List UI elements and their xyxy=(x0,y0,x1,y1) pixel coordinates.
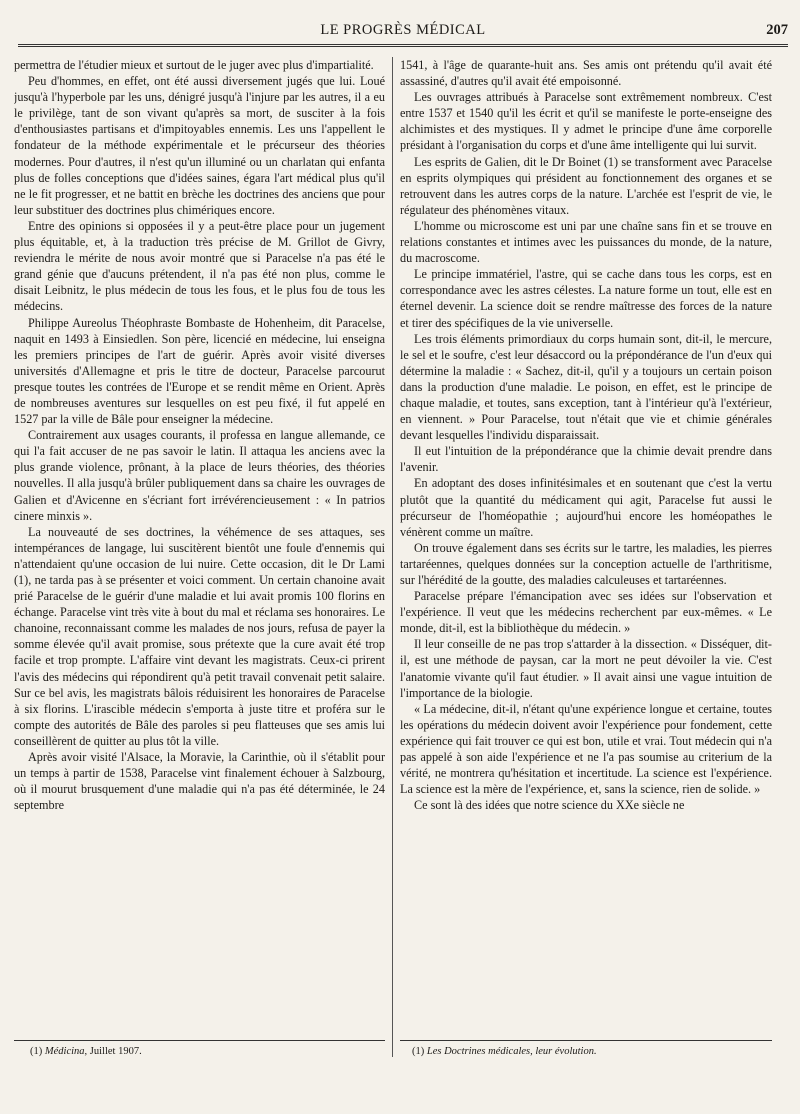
paragraph: Peu d'hommes, en effet, ont été aussi diversement jugés que lui. Loué jusqu'à l'hyperbole par les uns, dénigré jusqu'à l'injure par les autres, il a eu le privilège, tant de son vivant qu'après sa mort, de susciter à la fois d'enthousiastes partisans et d'impitoyables ennemis. Les uns l'appellent le fondateur de la méthode expérimentale et le précurseur des théories modernes. Pour d'autres, il n'est qu'un illuminé ou un charlatan qui enfanta plus de folles conceptions que d'idées saines, égara l'art médical plus qu'il ne le fit progresser, et ne battit en brèche les doctrines des anciens que pour leur substituer des doctrines plus chimériques encore. xyxy=(14,74,385,217)
footnote-rule-left xyxy=(14,1040,385,1041)
paragraph: Après avoir visité l'Alsace, la Moravie, la Carinthie, où il s'établit pour un temps à partir de 1538, Paracelse vint finalement échouer à Salzbourg, où il mourut brusquement d'une maladie qui n'a pas été déterminée, le 24 septembre xyxy=(14,750,385,813)
footnote-source: Médicina xyxy=(44,1046,85,1057)
paragraph: Contrairement aux usages courants, il professa en langue allemande, ce qui l'a fait accuser de ne pas savoir le latin. Il attaqua les anciens avec la plus grande violence, prônant, à la place de leurs théories, des théories nouvelles. Il alla jusqu'à brûler publiquement dans sa chaire les ouvrages de Galien et d'Avicenne en s'écriant fort irrévérencieusement : « In patrios cinere minxis ». xyxy=(14,428,385,523)
left-column xyxy=(14,57,385,1041)
paragraph: 1541, à l'âge de quarante-huit ans. Ses amis ont prétendu qu'il avait été assassiné, d'autres qu'il avait été empoisonné. xyxy=(400,58,772,89)
paragraph: Les trois éléments primordiaux du corps humain sont, dit-il, le mercure, le sel et le soufre, c'est leur désaccord ou la prépondérance de l'un d'eux qui détermine la maladie : « Sachez, dit-il, qu'il y a toujours un certain poison dans la production d'une maladie. Le poison, en effet, est le principe de chaque maladie, et toutes, sans exception, tant à l'intérieur qu'à l'extérieur, en viennent. » Pour Paracelse, tout n'était que vie et chimie générales devant lesquelles l'individu disparaissait. xyxy=(400,331,772,443)
paragraph: On trouve également dans ses écrits sur le tartre, les maladies, les pierres tartaréennes, quelques données sur la conception actuelle de l'arthritisme, sur l'hérédité de la goutte, des maladies calculeuses et tartaréennes. xyxy=(400,540,772,587)
paragraph: La nouveauté de ses doctrines, la véhémence de ses attaques, ses intempérances de langage, lui suscitèrent bientôt une foule d'ennemis qui n'attendaient qu'une occasion de lui nuire. Cette occasion, dit le Dr Lami (1), ne tarda pas à se présenter et voici comment. Un certain chanoine avait prié Paracelse de le guérir d'une maladie et lui avait promis 100 florins en échange. Paracelse vint très vite à bout du mal et réclama ses honoraires. Le chanoine, reconnaissant comme les malades de nos jours, refusa de payer la somme élevée qu'il avait promise, sous prétexte que la cure avait été trop facile et trop prompte. L'affaire vint devant les magistrats. Ceux-ci prirent l'avis des médecins qui répondirent qu'à petit travail convenait petit salaire. Sur ce bel avis, les magistrats bâlois réduisirent les honoraires de Paracelse à six florins. L'irascible médecin s'emporta à juste titre et proféra sur le compte des autorités de Bâle des paroles si peu flatteuses que ses amis lui conseillèrent de quitter au plus tôt la ville. xyxy=(14,524,385,748)
paragraph: Ce sont là des idées que notre science du XXe siècle ne xyxy=(414,798,685,813)
footnote-marker: (1) xyxy=(30,1046,43,1057)
paragraph: Paracelse prépare l'émancipation avec ses idées sur l'observation et l'expérience. Il veut que les médecins recherchent par eux-mêmes. « Le monde, dit-il, est la bibliothèque du médecin. » xyxy=(400,589,772,636)
footnote-right xyxy=(412,1045,597,1058)
footnote-marker: (1) xyxy=(412,1046,425,1057)
footnote-rule-right xyxy=(400,1040,772,1041)
footnote-date: , Juillet 1907. xyxy=(84,1046,142,1057)
footnote-left xyxy=(30,1045,142,1058)
paragraph: En adoptant des doses infinitésimales et en soutenant que c'est la vertu plutôt que la quantité du médicament qui agit, Paracelse fut aussi le précurseur de l'homéopathie ; aujourd'hui encore les homéopathes le vénèrent comme un maître. xyxy=(400,476,772,539)
page-number: 207 xyxy=(766,22,788,38)
paragraph: Entre des opinions si opposées il y a peut-être place pour un jugement plus équitable, et, à la traduction très précise de M. Grillot de Givry, reviendra le mérite de nous avoir montré que si Paracelse n'a pas été le grand génie que d'aucuns prétendent, il n'a pas été non plus, comme le disait Leibnitz, le plus médecin de tous les fous, et le plus fou de tous les médecins. xyxy=(14,218,385,314)
header-rule xyxy=(18,44,788,47)
paragraph: L'homme ou microscome est uni par une chaîne sans fin et se trouve en relations constantes et intimes avec les puissances du monde, de la nature, du macroscome. xyxy=(400,218,772,266)
footnote-source: Les Doctrines médicales, leur évolution. xyxy=(426,1046,597,1057)
paragraph: « La médecine, dit-il, n'étant qu'une expérience longue et certaine, toutes les opérations du médecin doivent avoir l'expérience pour fondement, cette expérience qui fait trouver ce qui est bon, utile et vrai. Tout médecin qui n'a pas appelé à son aide l'expérience et ne l'a pas soumise au criterium de la vérité, ne montrera qu'hésitation et incertitude. La science est l'expérience. La science est la mère de l'expérience, et, sans la science, rien de solide. » xyxy=(400,701,772,797)
running-header xyxy=(18,22,788,44)
paragraph: Il eut l'intuition de la prépondérance que la chimie devait prendre dans l'avenir. xyxy=(400,444,772,475)
paragraph: permettra de l'étudier mieux et surtout de le juger avec plus d'impartialité. xyxy=(14,58,374,72)
paragraph: Les esprits de Galien, dit le Dr Boinet (1) se transforment avec Paracelse en esprits olympiques qui président au fonctionnement des organes et se retrouvent dans les autres corps de la nature. L'archée est l'esprit de vie, le régulateur des phénomènes vitaux. xyxy=(400,154,772,217)
running-title: LE PROGRÈS MÉDICAL xyxy=(320,22,486,38)
column-divider xyxy=(392,57,393,1057)
paragraph: Philippe Aureolus Théophraste Bombaste de Hohenheim, dit Paracelse, naquit en 1493 à Einsiedlen. Son père, licencié en médecine, lui enseigna les premiers principes de l'art de guérir. Après avoir visité diverses universités d'Allemagne et pris le titre de docteur, Paracelse parcourut presque toutes les contrées de l'Europe et se rendit même en Orient. Après de nombreuses aventures sur lesquelles on est peu fixé, il fut appelé en 1527 par la ville de Bâle pour enseigner la médecine. xyxy=(14,315,385,427)
paragraph: Les ouvrages attribués à Paracelse sont extrêmement nombreux. C'est entre 1537 et 1540 qu'il les écrit et qu'il se manifeste le porte-enseigne des alchimistes et des mystiques. Il y admet le principe d'une âme corporelle présidant à l'organisation du corps et d'une âme intelligente qui lui survit. xyxy=(400,90,772,153)
paragraph: Le principe immatériel, l'astre, qui se cache dans tous les corps, est en correspondance avec les astres célestes. La nature forme un tout, elle est en éternel devenir. La science doit se rendre maîtresse des forces de la nature et tirer des spécifiques de la vie universelle. xyxy=(400,267,772,330)
right-column xyxy=(400,57,772,1041)
paragraph: Il leur conseille de ne pas trop s'attarder à la dissection. « Disséquer, dit-il, est une méthode de paysan, car la mort ne peut dévoiler la vie. C'est l'anatomie vivante qu'il faut étudier. » Il avait ainsi une vague intuition de l'importance de la biologie. xyxy=(400,637,772,700)
